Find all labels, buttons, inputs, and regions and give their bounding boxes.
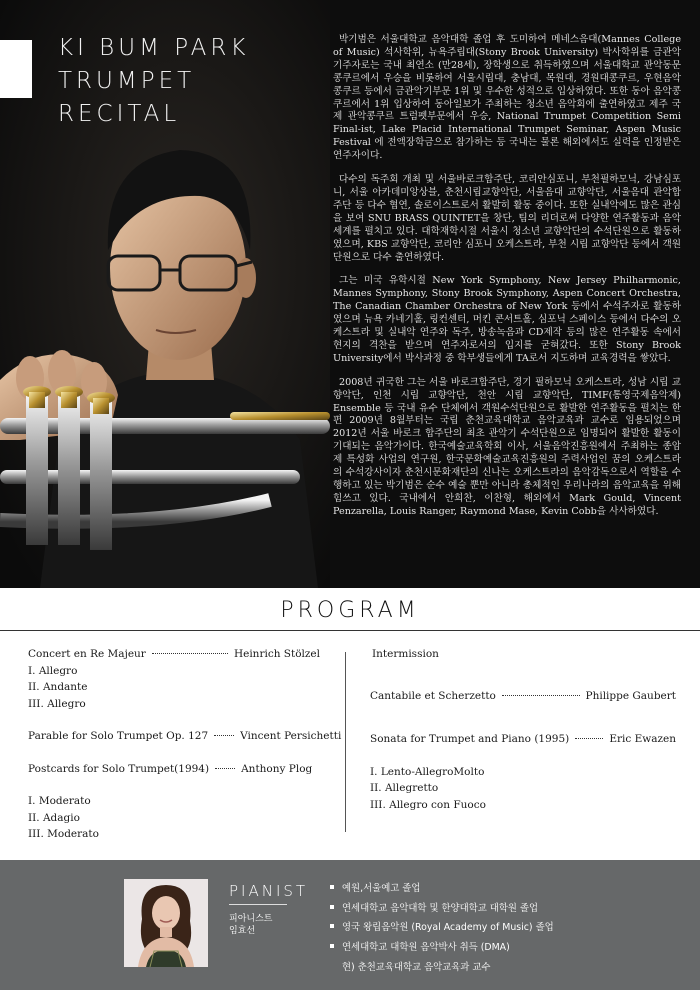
movement: I. Lento-AllegroMolto [370, 765, 485, 778]
pianist-role: 피아니스트 [229, 914, 273, 924]
column-divider [345, 652, 346, 832]
program-rule [0, 630, 700, 631]
program-left-column [28, 646, 342, 843]
credential-text: 연세대학교 음악대학 및 한양대학교 대학원 졸업 [342, 902, 539, 914]
credential-item [330, 899, 554, 919]
credential-text: 영국 왕립음악원 (Royal Academy of Music) 졸업 [342, 922, 554, 934]
credential-item [330, 879, 554, 899]
current-position-text: 현) 춘천교육대학교 음악교육과 교수 [342, 961, 491, 973]
movement: II. Allegretto [370, 782, 439, 794]
bio-paragraph: 다수의 독주회 개최 및 서울바로크합주단, 코리안심포니, 부천필하모닉, 강남심포니, 서울 아카데미앙상블, 춘천시립교향악단, 서울음대 교향악단, 서울음대 관악합주단 등 다수 협연, 솔로이스트로서 활발히 활동 중이다. 또한 실내악에도 많은 관심을 보여 SNU BRASS QUINTET을 창단, 팀의 리더로써 다양한 연주활동과 음악세계를 펼치고 있다. 대학재학시절 서울시 청소년 교향악단의 수석단원으로 활동하였으며, KBS 교향악단, 코리안 심포니 오케스트라, 부천 시립 교향악단 등에서 객원단원으로 다수 출연하였다. [333, 174, 681, 263]
work-title: Parable for Solo Trumpet Op. 127 [28, 730, 209, 742]
intermission: Intermission [372, 648, 439, 660]
composer-name: Anthony Plog [241, 762, 313, 775]
composer-name: Heinrich Stölzel [233, 648, 320, 660]
dot-leader [215, 768, 235, 769]
movement: III. Allegro [28, 697, 86, 710]
bio-paragraph: 박기범은 서울대학교 음악대학 졸업 후 도미하여 메네스음대(Mannes College of Music) 석사학위, 뉴욕주립대(Stony Brook University) 박사학위를 금관악기주자로는 국내 최연소 (만28세), 장학생으로 취득하였으며 서울대학교 관악동문콩쿠르에서 우승을 비롯하여 서울시립대, 충남대, 목원대, 경원대콩쿠르, 우현음악콩쿠르 등에서 금관악기부문 1위 및 우수한 성적으로 입상하였다. 또한 동아 음악콩쿠르에서 1위 입상하여 동아일보가 주최하는 청소년 음악회에 출연하였고 제주 국제 관악콩쿠르 트럼펫부문에서 우승, National Trumpet Competition Semi Final-ist, Lake Placid International Trumpet Seminar, Aspen Music Festival 에 전액장학금으로 참가하는 등 국내는 물론 해외에서도 실력을 인정받은 연주자이다. [333, 34, 681, 162]
title-line-recital: RECITAL [58, 101, 181, 127]
pianist-photo [124, 879, 208, 967]
bullet-icon [330, 924, 334, 928]
program-section [0, 588, 700, 860]
white-accent-tab [0, 40, 32, 98]
composer-name: Philippe Gaubert [585, 689, 676, 702]
work-title: Concert en Re Majeur [28, 648, 146, 660]
credential-item [330, 938, 554, 958]
work-title: Sonata for Trumpet and Piano (1995) [370, 733, 570, 745]
recital-title [58, 32, 249, 131]
bio-paragraph: 2008년 귀국한 그는 서울 바로크합주단, 경기 필하모닉 오케스트라, 성남 시립 교향악단, 인천 시립 교향악단, 천안 시립 교향악단, TIMF(통영국제음악제) Ensemble 등 국내 유수 단체에서 객원수석단원으로 활발한 연주활동을 펼치는 한편 2009년 8월부터는 국립 춘천교육대학교 음악교육과 교수로 임용되었으며 2012년 서울 바로크 합주단의 최초 관악기 수석단원으로 임명되어 활발한 활동이 기대되는 음악가이다. 한국예술교육학회 이사, 서울음악진흥원에서 주최하는 종암제 특성화 사업의 연구원, 한국문화예술교육진흥원의 주력사업인 꿈의 오케스트라의 수석강사이자 춘천시문화재단의 신나는 오케스트라의 음악감독으로서 역할을 수행하고 있는 박기범은 순수 예술 뿐만 아니라 총체적인 우리나라의 음악교육을 위해 힘쓰고 있다. 국내에서 안희찬, 이찬형, 해외에서 Mark Gould, Vincent Penzarella, Louis Ranger, Raymond Mase, Kevin Cobb을 사사하였다. [333, 376, 681, 517]
dot-leader [152, 653, 228, 654]
dot-leader [575, 738, 603, 739]
program-right-column [370, 646, 676, 813]
movement: I. Moderato [28, 795, 91, 807]
title-line-instrument: TRUMPET [58, 68, 196, 94]
pianist-heading: PIANIST [229, 882, 309, 900]
credential-item [330, 918, 554, 938]
program-item [28, 646, 320, 663]
program-item [370, 731, 676, 748]
program-item [370, 688, 676, 705]
movement: II. Andante [28, 681, 88, 693]
work-title: Postcards for Solo Trumpet(1994) [28, 762, 210, 775]
pianist-credentials [330, 879, 554, 978]
biography [333, 34, 681, 530]
program-item [28, 728, 342, 745]
bullet-icon [330, 885, 334, 889]
bullet-icon [330, 905, 334, 909]
credential-text: 연세대학교 대학원 음악박사 취득 (DMA) [342, 942, 510, 954]
dot-leader [214, 735, 234, 736]
current-position [330, 958, 554, 978]
composer-name: Vincent Persichetti [240, 730, 342, 742]
bullet-icon [330, 944, 334, 948]
composer-name: Eric Ewazen [609, 733, 676, 745]
movement: III. Allegro con Fuoco [370, 798, 486, 811]
work-title: Cantabile et Scherzetto [370, 689, 496, 702]
pianist-section [0, 860, 700, 990]
movement: III. Moderato [28, 828, 99, 840]
pianist-name: 임효선 [229, 926, 256, 936]
program-heading: PROGRAM [280, 598, 420, 623]
bio-paragraph: 그는 미국 유학시절 New York Symphony, New Jersey Philharmonic, Mannes Symphony, Stony Brook Symphony, Aspen Concert Orchestra, The Canadian Chamber Orchestra of New York 등에서 수석주자로 활동하였으며 뉴욕 카네기홀, 링컨센터, 머킨 콘서트홀, 심포닉 스페이스 등에서 다수의 오케스트라 및 실내악 연주와 독주, 방송녹음과 CD제작 등의 많은 연주활동 속에서 현지의 격찬을 받으며 연주자로서의 입지를 굳혀갔다. 또한 Stony Brook University에서 박사과정 중 학부생들에게 TA로서 지도하며 교육경력을 쌓았다. [333, 275, 681, 364]
dot-leader [502, 695, 580, 696]
pianist-rule [229, 904, 287, 905]
movement: II. Adagio [28, 811, 80, 824]
program-item [28, 761, 313, 778]
movement: I. Allegro [28, 664, 78, 677]
title-line-name: KI BUM PARK [58, 35, 250, 61]
credential-text: 예원,서울예고 졸업 [342, 883, 421, 894]
pianist-identity [229, 913, 272, 937]
